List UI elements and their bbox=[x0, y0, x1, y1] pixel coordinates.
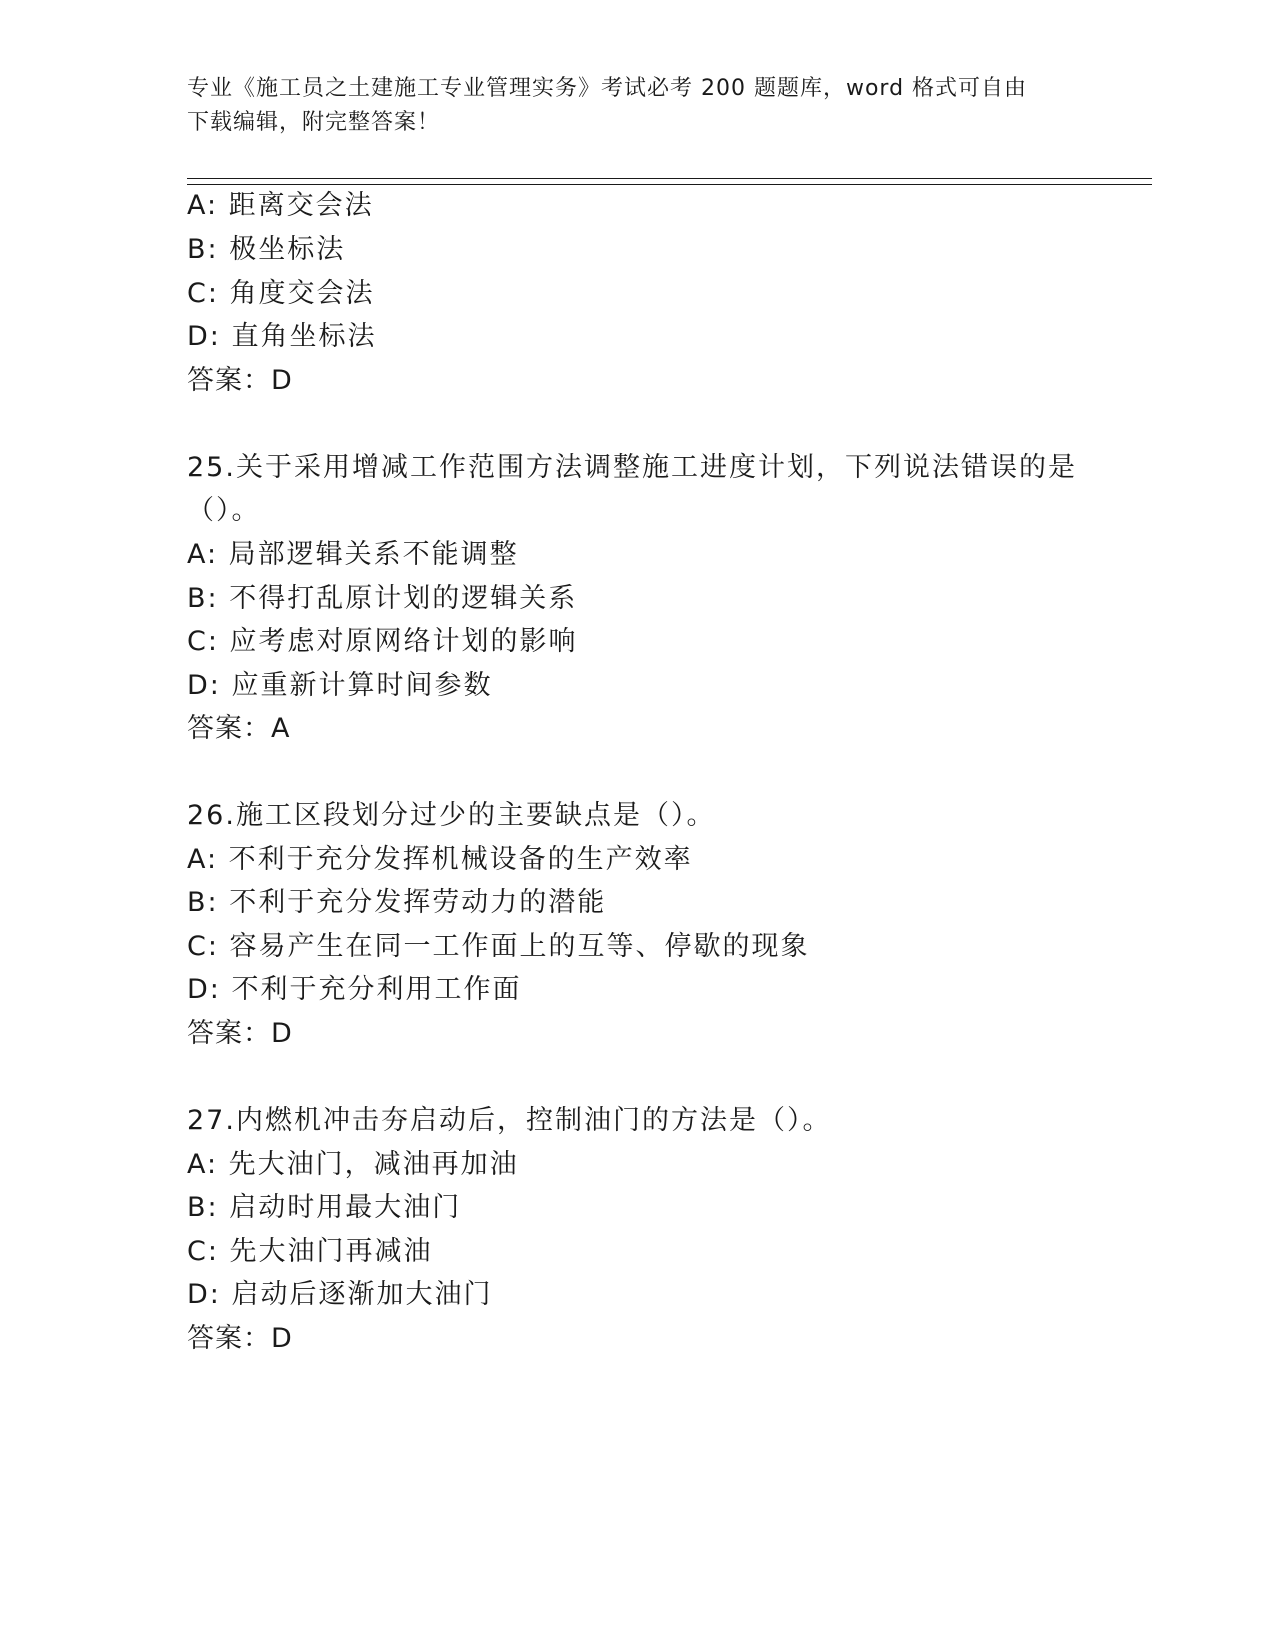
header-line-1: 专业《施工员之土建施工专业管理实务》考试必考 200 题题库，word 格式可自由 bbox=[187, 76, 1028, 101]
q25-option-a: A: 局部逻辑关系不能调整 bbox=[187, 539, 519, 570]
q27-option-c: C: 先大油门再减油 bbox=[187, 1236, 433, 1267]
q24-option-b: B: 极坐标法 bbox=[187, 234, 346, 265]
q25-stem-line-2: （）。 bbox=[187, 495, 261, 526]
document-page bbox=[187, 0, 1147, 1650]
q26-stem-line-1: 26.施工区段划分过少的主要缺点是（）。 bbox=[187, 800, 716, 831]
q27-answer: 答案：D bbox=[187, 1323, 293, 1354]
q27-option-a: A: 先大油门，减油再加油 bbox=[187, 1149, 519, 1180]
q26-answer: 答案：D bbox=[187, 1018, 293, 1049]
q24-answer: 答案：D bbox=[187, 365, 293, 396]
q26-option-a: A: 不利于充分发挥机械设备的生产效率 bbox=[187, 844, 693, 875]
document-header bbox=[187, 72, 1067, 140]
q25-answer: 答案：A bbox=[187, 713, 291, 744]
q26-option-b: B: 不利于充分发挥劳动力的潜能 bbox=[187, 887, 607, 918]
header-divider bbox=[187, 178, 1152, 185]
q25-stem-line-1: 25.关于采用增减工作范围方法调整施工进度计划，下列说法错误的是 bbox=[187, 452, 1077, 483]
q24-option-a: A: 距离交会法 bbox=[187, 190, 374, 221]
q24-option-c: C: 角度交会法 bbox=[187, 278, 375, 309]
q27-option-b: B: 启动时用最大油门 bbox=[187, 1192, 462, 1223]
q25-option-b: B: 不得打乱原计划的逻辑关系 bbox=[187, 583, 578, 614]
q26-option-c: C: 容易产生在同一工作面上的互等、停歇的现象 bbox=[187, 931, 810, 962]
q25-option-c: C: 应考虑对原网络计划的影响 bbox=[187, 626, 578, 657]
q27-option-d: D: 启动后逐渐加大油门 bbox=[187, 1279, 493, 1310]
q27-stem-line-1: 27.内燃机冲击夯启动后，控制油门的方法是（）。 bbox=[187, 1105, 832, 1136]
q25-option-d: D: 应重新计算时间参数 bbox=[187, 670, 493, 701]
q24-option-d: D: 直角坐标法 bbox=[187, 321, 377, 352]
header-line-2: 下载编辑，附完整答案！ bbox=[187, 110, 441, 135]
q26-option-d: D: 不利于充分利用工作面 bbox=[187, 974, 522, 1005]
